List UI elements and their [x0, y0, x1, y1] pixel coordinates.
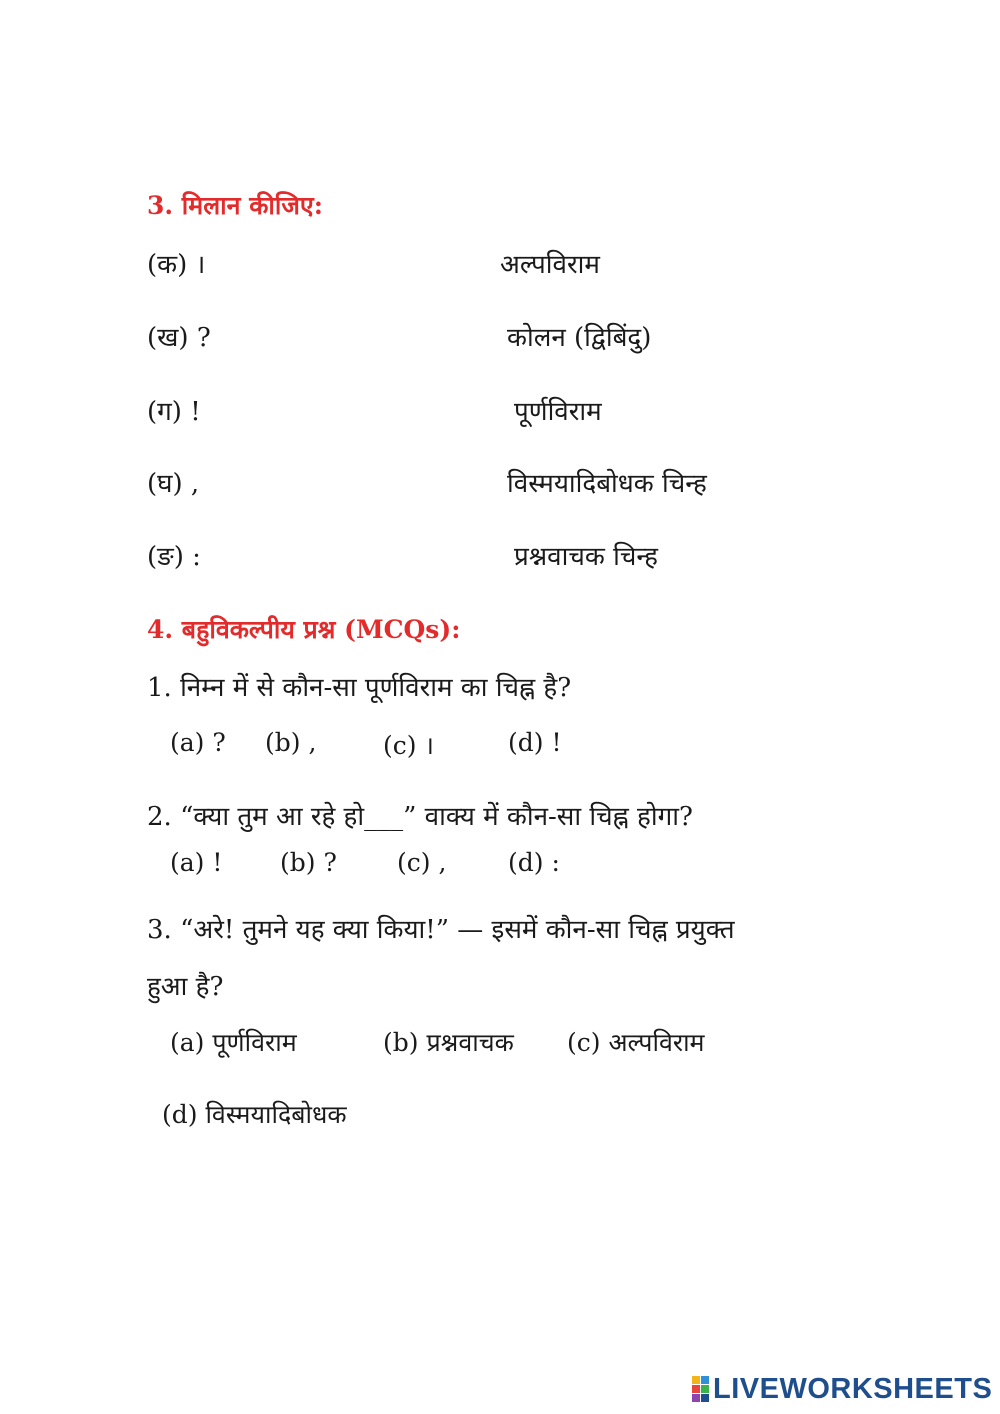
- section3-heading: 3. मिलान कीजिए:: [147, 191, 323, 220]
- liveworksheets-logo-icon: [692, 1376, 709, 1402]
- liveworksheets-logo[interactable]: [692, 1372, 992, 1406]
- q1-option-d: (d) !: [508, 728, 562, 757]
- q2-option-c: (c) ,: [397, 848, 447, 877]
- q3-option-b: (b) प्रश्नवाचक: [383, 1028, 514, 1057]
- match-right-5: प्रश्नवाचक चिन्ह: [514, 542, 658, 572]
- q1-option-b: (b) ,: [265, 728, 317, 757]
- match-right-4: विस्मयादिबोधक चिन्ह: [507, 469, 707, 499]
- question-2-text: 2. “क्या तुम आ रहे हो___” वाक्य में कौन-सा चिह्न होगा?: [147, 802, 693, 832]
- q3-option-a: (a) पूर्णविराम: [170, 1028, 297, 1057]
- question-3-line2: हुआ है?: [147, 972, 224, 1002]
- q2-option-b: (b) ?: [280, 848, 337, 877]
- match-left-2: (ख) ?: [147, 323, 211, 353]
- q3-option-c: (c) अल्पविराम: [567, 1028, 705, 1057]
- q2-option-a: (a) !: [170, 848, 223, 877]
- question-1-text: 1. निम्न में से कौन-सा पूर्णविराम का चिह्न है?: [147, 673, 572, 703]
- logo-square-2: [701, 1376, 709, 1384]
- logo-square-3: [692, 1385, 700, 1393]
- match-right-3: पूर्णविराम: [514, 397, 602, 427]
- q1-option-c: (c) ।: [383, 731, 434, 760]
- match-left-1: (क) ।: [147, 250, 206, 280]
- section4-heading: 4. बहुविकल्पीय प्रश्न (MCQs):: [147, 615, 461, 644]
- match-right-1: अल्पविराम: [500, 250, 600, 280]
- logo-text: LIVEWORKSHEETS: [713, 1372, 993, 1405]
- logo-square-5: [692, 1394, 700, 1402]
- q1-option-a: (a) ?: [170, 728, 226, 757]
- match-left-3: (ग) !: [147, 397, 201, 427]
- match-left-5: (ङ) :: [147, 542, 201, 572]
- match-right-2: कोलन (द्विबिंदु): [507, 323, 652, 353]
- question-3-line1: 3. “अरे! तुमने यह क्या किया!” — इसमें कौन-सा चिह्न प्रयुक्त: [147, 915, 735, 945]
- q2-option-d: (d) :: [508, 848, 560, 877]
- logo-square-1: [692, 1376, 700, 1384]
- match-left-4: (घ) ,: [147, 469, 200, 499]
- q3-option-d: (d) विस्मयादिबोधक: [162, 1100, 347, 1129]
- logo-square-4: [701, 1385, 709, 1393]
- logo-square-6: [701, 1394, 709, 1402]
